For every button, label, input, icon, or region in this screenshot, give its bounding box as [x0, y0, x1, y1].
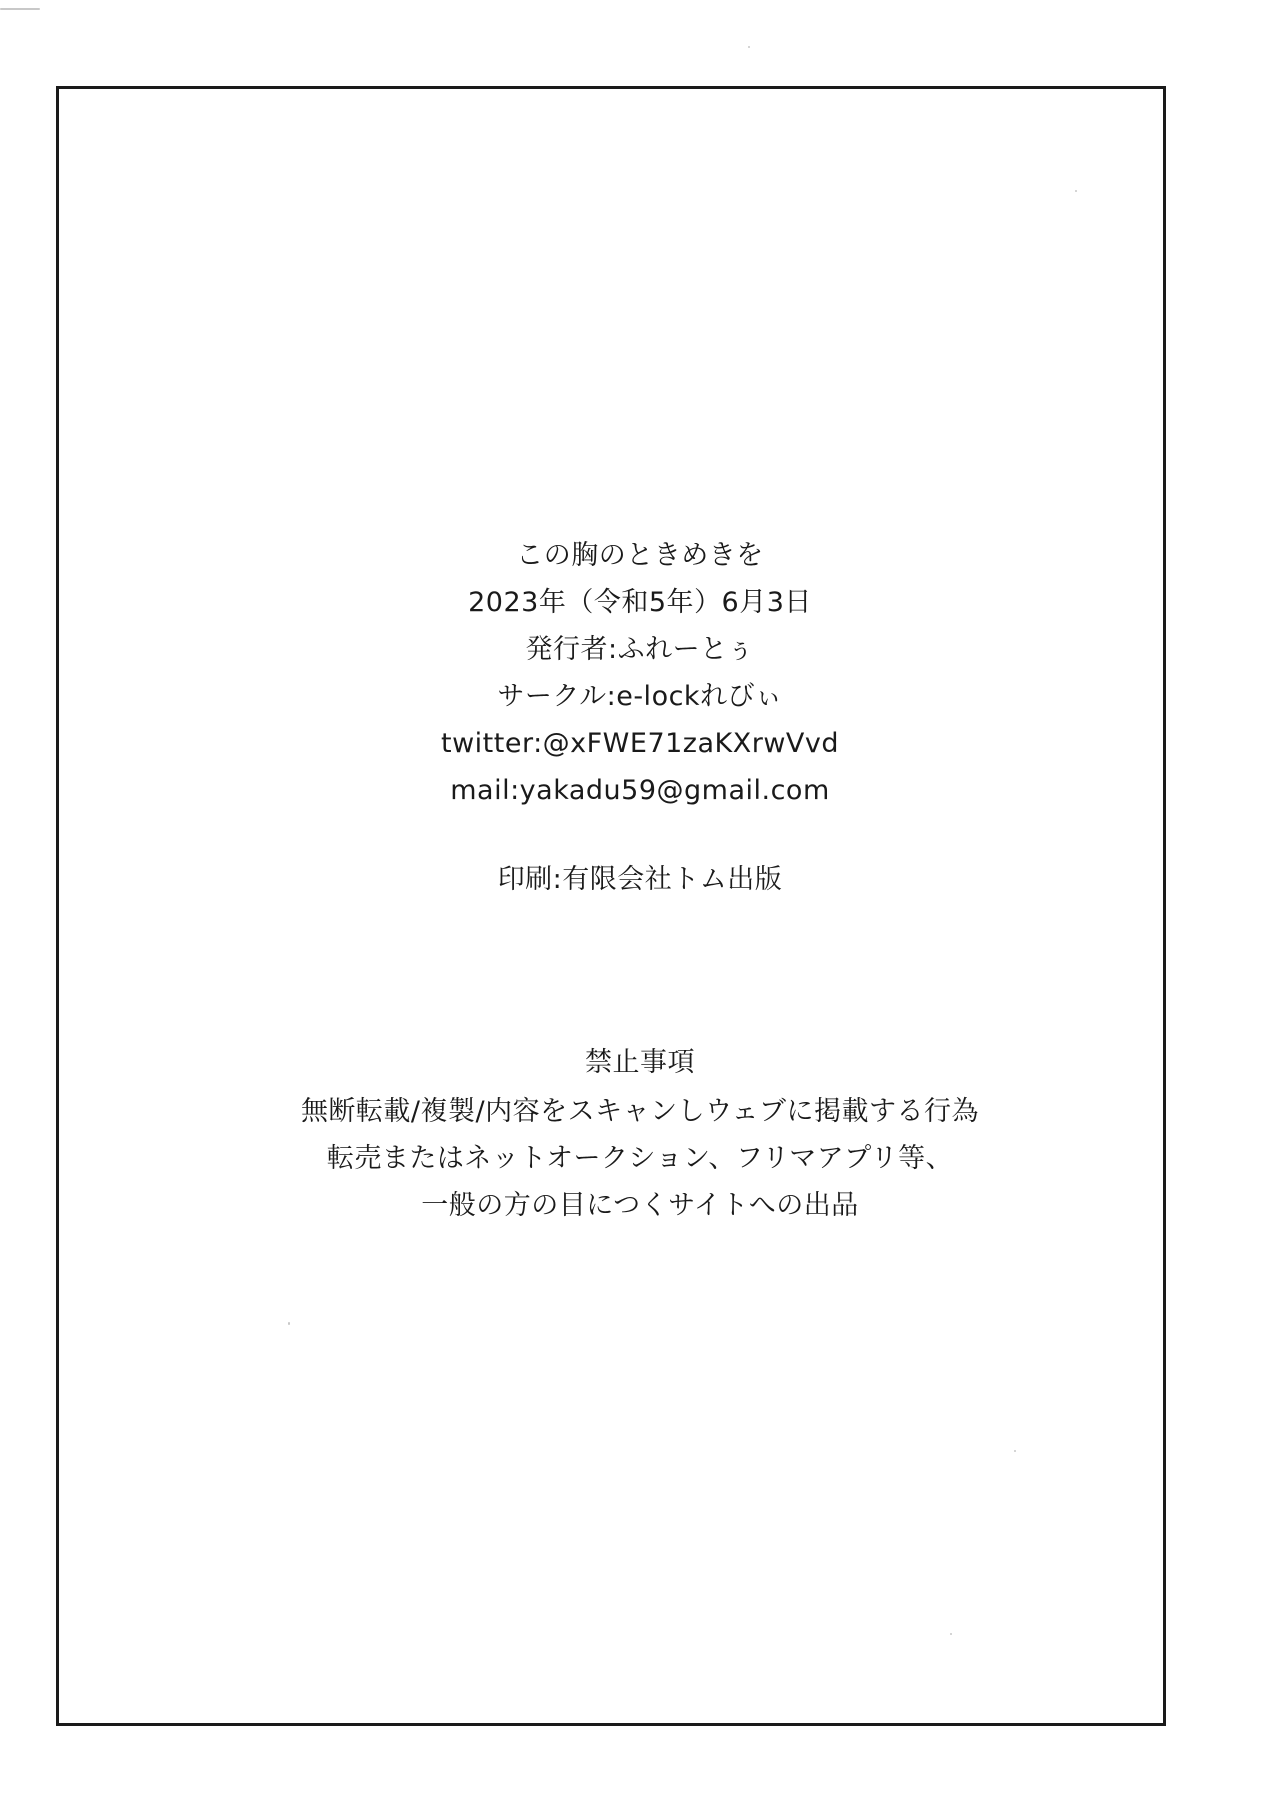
- publication-date: 2023年（令和5年）6月3日: [468, 587, 812, 618]
- prohibited-heading: 禁止事項: [585, 1047, 695, 1078]
- page-border-frame: [56, 86, 1166, 1726]
- scan-speck: [1014, 1450, 1016, 1452]
- prohibited-line: 一般の方の目につくサイトへの出品: [421, 1190, 859, 1221]
- mail-address: mail:yakadu59@gmail.com: [450, 775, 830, 806]
- book-title: この胸のときめきを: [516, 540, 764, 571]
- prohibited-line: 転売またはネットオークション、フリマアプリ等、: [326, 1143, 954, 1174]
- scan-speck: [0, 8, 40, 10]
- publisher: 発行者:ふれーとぅ: [525, 634, 755, 665]
- prohibited-line: 無断転載/複製/内容をスキャンしウェブに掲載する行為: [300, 1096, 980, 1127]
- scan-speck: [1075, 190, 1077, 192]
- scan-speck: [950, 1633, 952, 1635]
- twitter-handle: twitter:@xFWE71zaKXrwVvd: [441, 728, 839, 759]
- scan-speck: [748, 46, 750, 48]
- printer: 印刷:有限会社トム出版: [497, 864, 783, 895]
- circle-name: サークル:e-lockれびぃ: [497, 681, 783, 712]
- scan-speck: [288, 1322, 290, 1325]
